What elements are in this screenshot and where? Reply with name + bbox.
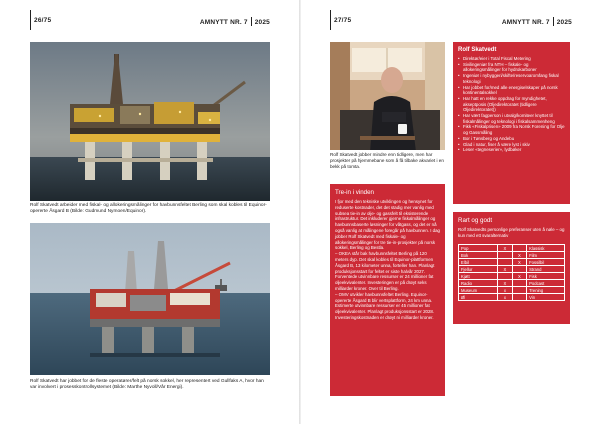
ratings-left-option: Fjellur <box>459 266 498 273</box>
header-rule <box>330 10 331 30</box>
article-box <box>330 184 445 396</box>
ratings-left-mark: X <box>498 245 512 252</box>
profile-box <box>453 42 570 204</box>
profile-item: • Bor i Tønsberg og Andebu <box>458 136 565 142</box>
article-paragraph: – OKEA står bak havbunnsfeltet Berling på 120 meters dyp. Det skal kobles til Equinor-plattformen Åsgard B, 13 kilometer unna, forteller han. Planlagt produksjonsstart for feltet er siste halvår 2027. Forventede utvinnbare ressurser er 24 millioner fat oljeekvivalenter. Investeringen er på drøyt seks milliarder kroner. Over til Berling. <box>335 251 435 291</box>
ratings-right-mark <box>512 294 526 301</box>
magazine-year: 2025 <box>556 19 572 26</box>
ratings-right-mark <box>512 287 526 294</box>
ratings-right-mark: X <box>512 252 526 259</box>
portrait-caption: Rolf Skatvedt jobber mindre enn tidligere, men har prosjekter på hjemmebane som å få tilbake akvariet i en bekk på tomta. <box>330 152 444 169</box>
ratings-left-mark: x <box>498 294 512 301</box>
header-rule <box>30 10 31 30</box>
ratings-left-mark <box>498 252 512 259</box>
magazine-header <box>502 17 572 26</box>
ratings-row <box>459 266 565 273</box>
magazine-year: 2025 <box>254 19 270 26</box>
ratings-box <box>453 212 570 324</box>
ratings-left-mark: X <box>498 266 512 273</box>
page-number: 26/75 <box>34 17 52 24</box>
ratings-left-mark: X <box>498 280 512 287</box>
ratings-row <box>459 245 565 252</box>
ratings-right-mark: X <box>512 259 526 266</box>
ratings-title: Rart og godt <box>458 217 493 224</box>
ratings-right-option: Trening <box>527 287 565 294</box>
portrait-photo <box>330 42 445 150</box>
ratings-left-option: Øl <box>459 294 498 301</box>
ratings-right-option: Klassisk <box>527 245 565 252</box>
platform-photo-berling <box>30 42 270 201</box>
article-paragraph: I fjor med den tekniske utviklingen og hensynet for reduserte kostnader, det det stadig mer vanlig med subsea tie-in av olje- og gassfelt til eksisterende infrastruktur. Det inkluderer gjerne fiskalmålinger og havbunnsbaserte løsninger for våtgass, og det er nå også vanlig at målingene foregår på havbunnen. I dag jobber Rolf Skatvedt med fiskale- og allokeringsmålinger for tre tie-in-prosjekter på norsk sokkel, Berling og Bestla. <box>335 199 440 251</box>
magazine-title: AMNYTT NR. 7 <box>501 19 550 26</box>
ratings-row <box>459 273 565 280</box>
ratings-right-option: Fossilbil <box>527 259 565 266</box>
page-number: 27/75 <box>334 17 352 24</box>
ratings-row <box>459 287 565 294</box>
ratings-right-option: Vin <box>527 294 565 301</box>
ratings-intro: Rolf Skatvedts personlige preferanser uten å nøle – og kun med ett svaralternativ <box>458 227 565 238</box>
photo2-caption: Rolf Skatvedt har jobbet for de fleste operatører/felt på norsk sokkel, her representert ved Gullfaks A, hvor han var involvert i prosesskontrollsystemet (Bilde: Marthe Nyvoll/Vår Energi). <box>30 379 264 391</box>
ratings-left-option: Elbil <box>459 259 498 266</box>
ratings-right-mark <box>512 280 526 287</box>
profile-item: • Har hatt en rekke oppdrag for myndighetet, akseptposis (Oljedirektoratet (tidligere Oljedirektoratet)) <box>458 96 565 113</box>
magazine-header <box>200 17 270 26</box>
ratings-right-mark: X <box>512 273 526 280</box>
ratings-right-option: Fisk <box>527 273 565 280</box>
ratings-left-option: Radio <box>459 280 498 287</box>
profile-item: • Har jobbet for/med alle energiselskaper på norsk kontinentalsokkel <box>458 85 565 96</box>
ratings-table <box>458 244 565 301</box>
profile-item: • Leser «tegneserier», lydbøker <box>458 147 565 153</box>
ratings-row <box>459 280 565 287</box>
ratings-right-option: Podcast <box>527 280 565 287</box>
profile-item: • Sivilingeniør fra NTH – fiskale- og allokeringsmålinger for hydrokarboner <box>458 62 565 73</box>
article-paragraph: – OMV utvikler havbunnsfeltet Berling. Equinor-opererte Åsgard B blir vertsplattform, 24 km unna. Estimerte utvinnbare ressurser er 45 millioner fat oljeekvivalenter. Planlagt produksjonsstart er 2028. Investeringskostnaden er drøyt ni milliarder kroner. <box>335 291 435 320</box>
profile-item: • Glad i natur, fiser å være lyst i skiv <box>458 142 565 148</box>
ratings-row <box>459 252 565 259</box>
ratings-left-option: Bok <box>459 252 498 259</box>
right-page <box>300 0 600 424</box>
profile-item: • Ingeniør i nybyggeri/skifte/reservoaromfang fiskal teknologi <box>458 73 565 84</box>
platform-photo-gullfaks <box>30 223 270 375</box>
ratings-right-option: Strand <box>527 266 565 273</box>
ratings-left-mark <box>498 273 512 280</box>
ratings-row <box>459 259 565 266</box>
ratings-right-option: Film <box>527 252 565 259</box>
profile-item: • Direktør/eier i Total Fiscal Metering <box>458 56 565 62</box>
profile-list <box>458 56 565 153</box>
profile-item: • Har vært fagperson i utvalg/komiteer knyttet til fiskalmålinger og teknologi i fiskalsammenheng <box>458 113 565 124</box>
ratings-right-mark <box>512 266 526 273</box>
ratings-left-mark: x <box>498 287 512 294</box>
ratings-right-mark <box>512 245 526 252</box>
ratings-left-mark <box>498 259 512 266</box>
profile-item: • Fikk «Fiskalprisen» 2009 fra Norsk Forening for Olje og Gassmåling <box>458 124 565 135</box>
article-heading: Tre-in i vinden <box>335 189 374 196</box>
ratings-left-option: Museum <box>459 287 498 294</box>
magazine-title: AMNYTT NR. 7 <box>199 19 248 26</box>
photo1-caption: Rolf Skatvedt arbeider med fiskal- og allokeringsmålinger for havbunnsfeltet Berling som skal kobles til Equinor-opererte Åsgard B (Bilde: Gudmund Nymoen/Equinor). <box>30 203 267 215</box>
profile-title: Rolf Skatvedt <box>458 47 497 53</box>
ratings-row <box>459 294 565 301</box>
ratings-left-option: Kjøtt <box>459 273 498 280</box>
ratings-left-option: Pop <box>459 245 498 252</box>
